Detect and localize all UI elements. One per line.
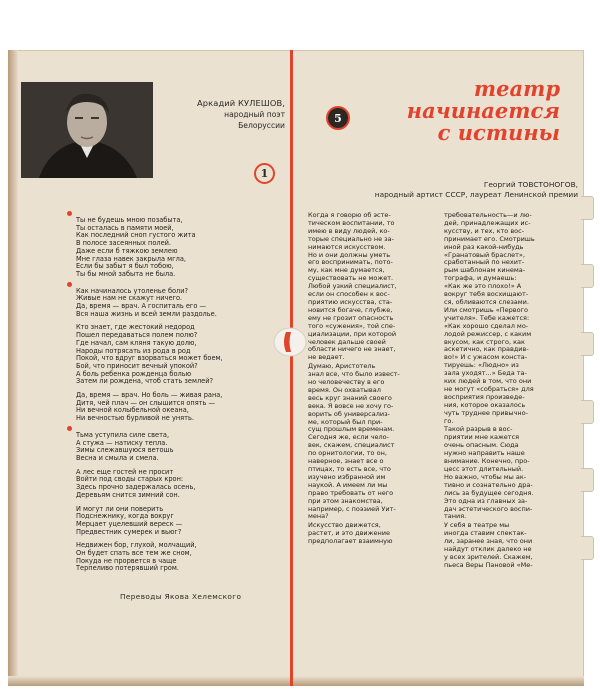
article-line: найдут отклик далеко не: [444, 545, 532, 554]
article-line: чуть труднее привычно-: [444, 408, 528, 417]
article-line: у всех зрителей. Скажем,: [444, 552, 533, 561]
poem-line: Если бы забыт я был тобою,: [76, 262, 174, 271]
article-line: рым шаблонам кинема-: [444, 266, 526, 275]
article-line: имею в виду людей, ко-: [308, 226, 390, 235]
article-line: растет, и это движение: [308, 529, 390, 538]
article-line: зала уходят...» Беда та-: [444, 369, 527, 378]
poem-line: В полосе засеянных полей.: [76, 239, 172, 248]
page-tab: [581, 400, 594, 424]
article-line: Но важно, чтобы мы ак-: [444, 472, 527, 481]
article-line: тическом воспитании, то: [308, 218, 395, 227]
article-line: сущ прошлым временам.: [308, 425, 395, 434]
poem-line: А стужа — натиску тепла.: [76, 438, 168, 447]
poem-line: Предвестник сумерек и вьюг?: [76, 527, 182, 536]
article-line: ему не грозит опасность: [308, 313, 394, 322]
article-paragraph: [308, 212, 428, 362]
poem-line: Пошел передаваться полем полю?: [76, 331, 198, 340]
paper-sticker: [272, 326, 308, 358]
poet-role-line: народный поэт: [224, 110, 285, 119]
author-portrait-photo: [21, 82, 153, 178]
portrait-image: [21, 82, 153, 178]
poem-line: Тьма уступила силе света,: [76, 430, 170, 439]
poem-line: Зимы слежавшуюся ветошь: [76, 446, 174, 455]
article-paragraph: [308, 363, 428, 521]
article-line: Искусство движется,: [308, 521, 381, 530]
article-line: приятии мне кажется: [444, 433, 520, 442]
article-line: тивно и сознательно дра-: [444, 480, 533, 489]
article-line: Думаю, Аристотель: [308, 362, 376, 371]
poem-stanza: [76, 288, 288, 319]
poet-name: Аркадий КУЛЕШОВ,: [197, 98, 285, 108]
article-author-name: Георгий ТОВСТОНОГОВ,: [483, 180, 578, 189]
article-line: циализации, при которой: [308, 329, 397, 338]
article-line: нужно направить наше: [444, 449, 525, 458]
page-tab: [581, 536, 594, 560]
poem-line: Подснежнику, когда вокруг: [76, 512, 174, 521]
article-line: внимание. Конечно, про-: [444, 457, 530, 466]
poem-line: Здесь прочно задержалась осень,: [76, 483, 196, 492]
article-line: иной раз какой-нибудь: [444, 242, 524, 251]
poet-role-line: Белоруссии: [238, 121, 285, 130]
poem-line: А боль ребенка рожденца болью: [76, 369, 192, 378]
magazine-spread: [8, 50, 584, 686]
article-line: Любой узкий специалист,: [308, 282, 397, 291]
article-line: во!» И с ужасом конста-: [444, 353, 528, 362]
article-line: лись за будущее сегодня.: [444, 488, 534, 497]
article-line: мена?: [308, 512, 329, 521]
article-line: право требовать от него: [308, 488, 394, 497]
article-line: ких людей в том, что они: [444, 377, 532, 386]
article-line: приятию искусства, ста-: [308, 297, 393, 306]
poem-line: Даже если б тяжкою землею: [76, 246, 178, 255]
article-line: Или смотришь «Первого: [444, 305, 528, 314]
article-line: ме, который был при-: [308, 417, 383, 426]
article-line: но человечеству в его: [308, 378, 385, 387]
article-line: цесс этот длительный.: [444, 465, 524, 473]
poem-line: Ни вечной колыбельной океана,: [76, 406, 189, 415]
page-tab: [581, 196, 594, 220]
poem-stanza: [76, 469, 288, 500]
article-line: человек дальше своей: [308, 337, 386, 346]
poem-stanza: [76, 217, 288, 279]
article-line: тографа, и думаешь:: [444, 274, 517, 283]
article-line: ния, которое оказалось: [444, 400, 526, 409]
article-line: тируешь: «Людно» из: [444, 361, 519, 370]
article-line: если он способен к вос-: [308, 290, 390, 299]
article-line: дач эстетического воспи-: [444, 504, 533, 513]
poem-line: Войти под своды старых крон:: [76, 475, 184, 484]
article-line: вкусом, как строго, как: [444, 337, 525, 346]
article-line: ли, заранее зная, что они: [444, 537, 533, 546]
article-line: восприятия произведе-: [444, 392, 525, 401]
poem-line: Недвижен бор, глухой, молчащий,: [76, 541, 197, 550]
article-paragraph: [444, 522, 564, 569]
article-title-line: с истины: [437, 120, 560, 145]
poem-stanza: [76, 392, 288, 423]
article-title-line: начинается: [406, 98, 560, 123]
poem-line: Ты бы мной забыта не была.: [76, 269, 176, 278]
red-dot-bullet: [67, 211, 72, 216]
article-line: того «сужения», той спе-: [308, 321, 396, 330]
red-dot-bullet: [67, 282, 72, 287]
article-line: му, как мне думается,: [308, 266, 385, 275]
article-line: сработанный по нехит-: [444, 258, 525, 267]
article-paragraph: [444, 426, 564, 521]
poem-line: Он будет спать все тем же сном,: [76, 549, 192, 558]
article-line: дей, принадлежащих ис-: [444, 218, 531, 227]
article-line: Когда я говорю об эсте-: [308, 211, 391, 219]
article-line: нимаются искусством.: [308, 242, 386, 251]
article-line: требовательность—и лю-: [444, 211, 532, 219]
article-line: «Как же это плохо!» А: [444, 282, 522, 291]
poem-stanza: [76, 432, 288, 463]
poem-line: Ни вечностью бурливой не унять.: [76, 414, 194, 423]
article-line: знал все, что было извест-: [308, 370, 400, 379]
article-line: не ведает.: [308, 353, 345, 362]
poem-line: Да, время — врач. Но боль — живая рана,: [76, 391, 223, 400]
article-line: «Как хорошо сделал мо-: [444, 321, 529, 330]
article-column-2: [444, 212, 564, 571]
poem-line: Как начиналось утоленье боли?: [76, 286, 189, 295]
article-paragraph: [308, 522, 428, 546]
article-author: [308, 180, 578, 200]
poem-line: Ты не будешь мною позабыта,: [76, 216, 183, 224]
article-line: «Гранатовый браслет»,: [444, 250, 525, 259]
article-line: не могут «собраться» для: [444, 384, 534, 393]
poet-credit: [173, 98, 285, 131]
poem-line: Вся наша жизнь и всей земли раздолье.: [76, 309, 217, 318]
poem-stanza: [76, 542, 288, 573]
poem-line: Народы потрясать из рода в род: [76, 346, 191, 355]
poem-stanza: [76, 324, 288, 386]
article-line: предполагает взаимную: [308, 537, 393, 546]
article-line: Но и они должны уметь: [308, 250, 391, 259]
article-line: пьеса Веры Пановой «Ме-: [444, 560, 533, 569]
article-line: например, с поэзией Уит-: [308, 504, 396, 513]
article-line: наверное, знает все о: [308, 457, 384, 466]
poem-stanza: [76, 506, 288, 537]
article-line: кусству, и тех, кто вос-: [444, 226, 525, 235]
article-line: существовать не может.: [308, 274, 394, 283]
page-tab: [581, 332, 594, 356]
center-fold-red-line: [290, 50, 293, 686]
section-number-badge: 5: [326, 106, 350, 130]
article-line: при этом знакомства,: [308, 496, 383, 505]
article-line: изучено избранной им: [308, 472, 386, 481]
article-line: ся, обливаются слезами.: [444, 297, 529, 306]
article-line: век, скажем, специалист: [308, 441, 395, 450]
poem-line: Покой, что вдруг взорваться может боем,: [76, 354, 223, 363]
article-line: лодой режиссер, с каким: [444, 329, 532, 338]
page-tab: [581, 264, 594, 288]
article-line: аскетично, как правдив-: [444, 345, 529, 354]
poem-line: Покуда не прорвется в чаще: [76, 556, 177, 565]
article-line: по орнитологии, то он,: [308, 449, 387, 458]
article-line: иногда ставим спектак-: [444, 529, 527, 538]
poem-line: Где начал, сам кляня такую долю,: [76, 338, 197, 347]
article-line: Это одна из главных за-: [444, 496, 528, 505]
poem-line: Бой, что приносит вечный упокой?: [76, 361, 198, 370]
article-line: наукой. А имеем ли мы: [308, 480, 388, 489]
article-author-title: народный артист СССР, лауреат Ленинской премии: [374, 190, 578, 199]
article-line: ворить об универсализ-: [308, 409, 390, 418]
article-line: новится богаче, глубже,: [308, 305, 393, 314]
poem-line: Да, время — врач. А госпиталь его —: [76, 302, 207, 311]
article-paragraph: [444, 212, 564, 425]
page-edge-bottom: [8, 676, 584, 686]
article-line: принимает его. Смотришь: [444, 234, 535, 243]
translator-credit: Переводы Якова Хелемского: [120, 592, 242, 601]
article-column-1: [308, 212, 428, 547]
article-line: Сегодня же, если чело-: [308, 433, 389, 442]
poem-text: [76, 208, 288, 579]
article-line: Такой разрыв в вос-: [444, 425, 513, 434]
section-number-badge: 1: [254, 163, 275, 184]
red-dot-bullet: [67, 426, 72, 431]
poem-line: Кто знает, где жестокий недород: [76, 323, 195, 332]
article-line: У себя в театре мы: [444, 521, 510, 530]
poem-line: Весна и смыла и смела.: [76, 453, 159, 462]
article-line: области ничего не знает,: [308, 345, 396, 354]
article-line: века. Я вовсе не хочу го-: [308, 401, 394, 410]
article-line: торые специально не за-: [308, 234, 394, 243]
article-line: тания.: [444, 512, 467, 521]
poem-line: Деревьям снится зимний сон.: [76, 490, 180, 499]
article-title: [354, 78, 560, 144]
article-line: вокруг тебя восхищают-: [444, 290, 529, 299]
page-tab: [581, 468, 594, 492]
article-line: очень опасным. Сюда: [444, 441, 519, 450]
poem-line: Как последний сноп густого жита: [76, 231, 196, 240]
poem-line: А лес еще гостей не просит: [76, 467, 174, 476]
poem-line: Мерцает уцелевший вереск —: [76, 519, 183, 528]
article-line: весь круг знаний своего: [308, 393, 392, 402]
poem-line: Затем ли рождена, чтоб стать землей?: [76, 377, 214, 386]
article-line: учителя». Тебе кажется:: [444, 313, 530, 322]
poem-line: Терпеливо потерявший гром.: [76, 564, 179, 573]
poem-line: И могут ли они поверить: [76, 504, 164, 513]
poem-line: Живые нам не скажут ничего.: [76, 294, 183, 303]
poem-line: Дитя, чей плач — он слышится опять —: [76, 398, 216, 407]
article-title-line: театр: [473, 76, 560, 101]
page-edge-left: [8, 50, 18, 686]
article-line: го.: [444, 416, 454, 425]
article-line: время. Он охватывал: [308, 385, 381, 394]
poem-line: Ты осталась в памяти моей,: [76, 223, 174, 232]
article-line: птицах, то есть все, что: [308, 465, 391, 473]
poem-line: Мне глаза навек закрыла мгла,: [76, 254, 186, 263]
article-line: его воспринимать, пото-: [308, 258, 393, 267]
